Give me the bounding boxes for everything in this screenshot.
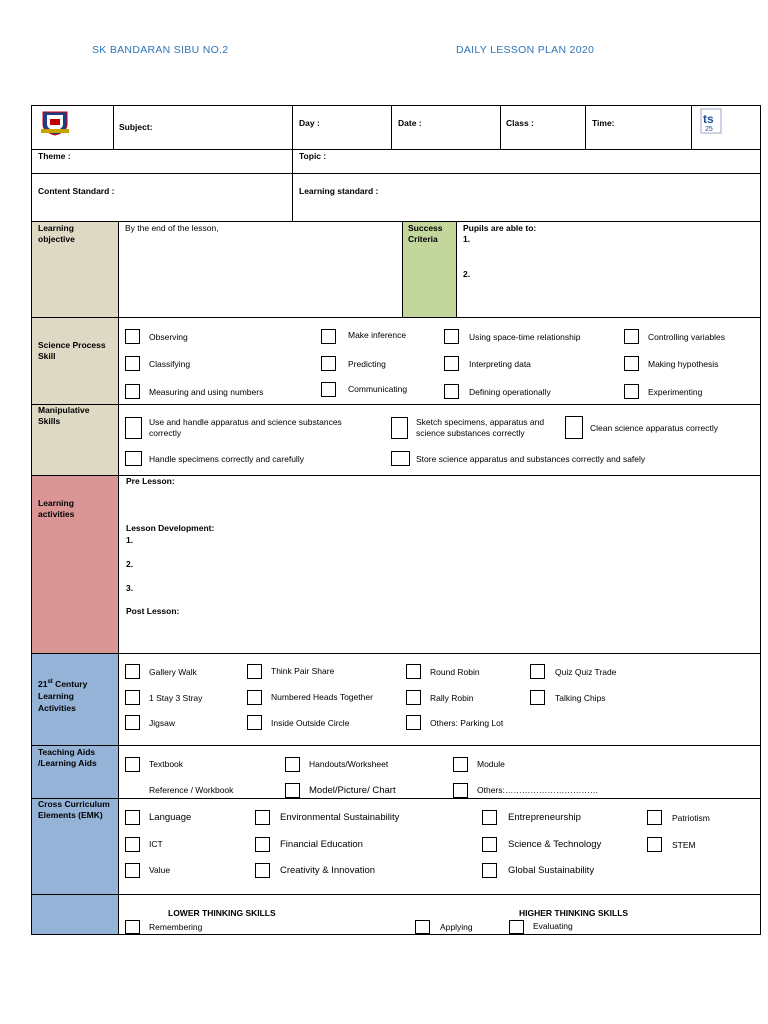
others-aids-label: Others:…………………………… [477, 785, 599, 795]
criteria-item-2: 2. [463, 269, 471, 279]
defining-operationally-label: Defining operationally [469, 387, 551, 397]
day-label: Day : [299, 118, 320, 128]
controlling-variables-checkbox[interactable] [624, 329, 639, 344]
language-label: Language [149, 812, 192, 823]
make-inference-label: Make inference [348, 330, 407, 340]
patriotism-checkbox[interactable] [647, 810, 662, 825]
stay-stray-checkbox[interactable] [125, 690, 140, 705]
century-21-label: 21st Century Learning Activities [38, 678, 88, 713]
remembering-checkbox[interactable] [125, 920, 140, 934]
quiz-quiz-trade-checkbox[interactable] [530, 664, 545, 679]
numbered-heads-checkbox[interactable] [247, 690, 262, 705]
sketch-checkbox[interactable] [391, 417, 408, 439]
clean-apparatus-label: Clean science apparatus correctly [590, 423, 719, 433]
gallery-walk-label: Gallery Walk [149, 667, 197, 677]
talking-chips-label: Talking Chips [555, 693, 606, 703]
communicating-label: Communicating [348, 384, 408, 394]
observing-checkbox[interactable] [125, 329, 140, 344]
svg-text:25: 25 [705, 126, 713, 133]
patriotism-label: Patriotism [672, 813, 710, 823]
sketch-label-2: science substances correctly [416, 428, 525, 438]
remembering-label: Remembering [149, 922, 203, 932]
applying-checkbox[interactable] [415, 920, 430, 934]
model-picture-checkbox[interactable] [285, 783, 300, 798]
textbook-label: Textbook [149, 759, 184, 769]
content-standard-label: Content Standard : [38, 186, 115, 196]
col-line [500, 105, 501, 149]
talking-chips-checkbox[interactable] [530, 690, 545, 705]
ts25-logo-icon [700, 108, 722, 134]
others-parking-checkbox[interactable] [406, 715, 421, 730]
science-technology-label: Science & Technology [508, 839, 602, 850]
manipulative-label: Manipulative Skills [38, 405, 90, 426]
learning-activities-label: Learning activities [38, 498, 75, 519]
topic-label: Topic : [299, 151, 327, 161]
predicting-checkbox[interactable] [321, 356, 336, 371]
space-time-label: Using space-time relationship [469, 332, 581, 342]
gallery-walk-checkbox[interactable] [125, 664, 140, 679]
learning-standard-label: Learning standard : [299, 186, 379, 196]
frame-bottom [31, 934, 761, 935]
value-label: Value [149, 865, 171, 875]
col-line [456, 221, 457, 317]
textbook-checkbox[interactable] [125, 757, 140, 772]
row-line [31, 317, 761, 318]
teaching-aids-label: Teaching Aids /Learning Aids [38, 747, 97, 768]
language-checkbox[interactable] [125, 810, 140, 825]
measuring-label: Measuring and using numbers [149, 387, 264, 397]
lesson-development-label: Lesson Development: [126, 523, 215, 533]
row-line [31, 894, 761, 895]
development-item-3: 3. [126, 583, 134, 593]
quiz-quiz-trade-label: Quiz Quiz Trade [555, 667, 617, 677]
handouts-checkbox[interactable] [285, 757, 300, 772]
col-line [113, 105, 114, 149]
clean-apparatus-checkbox[interactable] [565, 416, 583, 439]
jigsaw-label: Jigsaw [149, 718, 175, 728]
environmental-label: Environmental Sustainability [280, 812, 400, 823]
school-crest-icon [39, 110, 71, 136]
col-line [292, 105, 293, 221]
lower-thinking-heading: LOWER THINKING SKILLS [168, 908, 276, 918]
use-handle-label-1: Use and handle apparatus and science substances [149, 417, 342, 427]
objective-text: By the end of the lesson, [125, 223, 219, 233]
numbered-heads-label: Numbered Heads Together [271, 692, 373, 702]
learning-objective-label: Learning objective [38, 223, 75, 244]
subject-label: Subject: [119, 122, 153, 132]
post-lesson-label: Post Lesson: [126, 606, 180, 616]
value-checkbox[interactable] [125, 863, 140, 878]
col-line [391, 105, 392, 149]
making-hypothesis-label: Making hypothesis [648, 359, 719, 369]
reference-label: Reference / Workbook [149, 785, 234, 795]
interpreting-data-checkbox[interactable] [444, 356, 459, 371]
plan-title: DAILY LESSON PLAN 2020 [456, 44, 595, 56]
criteria-item-1: 1. [463, 234, 471, 244]
experimenting-checkbox[interactable] [624, 384, 639, 399]
col-line [402, 221, 403, 317]
creativity-checkbox[interactable] [255, 863, 270, 878]
space-time-checkbox[interactable] [444, 329, 459, 344]
creativity-label: Creativity & Innovation [280, 865, 376, 876]
think-pair-share-label: Think Pair Share [271, 666, 335, 676]
global-sustainability-checkbox[interactable] [482, 863, 497, 878]
development-item-1: 1. [126, 535, 134, 545]
use-handle-label-2: correctly [149, 428, 182, 438]
communicating-checkbox[interactable] [321, 382, 336, 397]
frame-top [31, 105, 761, 106]
rally-robin-label: Rally Robin [430, 693, 474, 703]
handouts-label: Handouts/Worksheet [309, 759, 389, 769]
stay-stray-label: 1 Stay 3 Stray [149, 693, 203, 703]
classifying-label: Classifying [149, 359, 191, 369]
environmental-checkbox[interactable] [255, 810, 270, 825]
ict-label: ICT [149, 839, 163, 849]
stem-label: STEM [672, 840, 696, 850]
jigsaw-checkbox[interactable] [125, 715, 140, 730]
row-line [31, 653, 761, 654]
use-handle-checkbox[interactable] [125, 417, 142, 439]
financial-education-label: Financial Education [280, 839, 363, 850]
interpreting-data-label: Interpreting data [469, 359, 531, 369]
making-hypothesis-checkbox[interactable] [624, 356, 639, 371]
time-label: Time: [592, 118, 615, 128]
row-line [31, 798, 761, 799]
ict-checkbox[interactable] [125, 837, 140, 852]
financial-education-checkbox[interactable] [255, 837, 270, 852]
stem-checkbox[interactable] [647, 837, 662, 852]
col-line [691, 105, 692, 149]
think-pair-share-checkbox[interactable] [247, 664, 262, 679]
predicting-label: Predicting [348, 359, 386, 369]
frame-right [760, 105, 761, 935]
handle-specimens-checkbox[interactable] [125, 451, 142, 466]
round-robin-checkbox[interactable] [406, 664, 421, 679]
module-label: Module [477, 759, 505, 769]
row-line [31, 221, 761, 222]
row-line [31, 745, 761, 746]
theme-label: Theme : [38, 151, 71, 161]
date-label: Date : [398, 118, 422, 128]
science-process-label: Science Process Skill [38, 340, 106, 361]
label-bg-thinking [32, 895, 118, 934]
observing-label: Observing [149, 332, 188, 342]
global-sustainability-label: Global Sustainability [508, 865, 595, 876]
col-line [585, 105, 586, 149]
pupils-able-text: Pupils are able to: [463, 223, 537, 233]
inside-outside-label: Inside Outside Circle [271, 718, 350, 728]
evaluating-checkbox[interactable] [509, 920, 524, 934]
measuring-checkbox[interactable] [125, 384, 140, 399]
defining-operationally-checkbox[interactable] [444, 384, 459, 399]
module-checkbox[interactable] [453, 757, 468, 772]
others-aids-checkbox[interactable] [453, 783, 468, 798]
school-name: SK BANDARAN SIBU NO.2 [92, 44, 229, 56]
controlling-variables-label: Controlling variables [648, 332, 726, 342]
science-technology-checkbox[interactable] [482, 837, 497, 852]
classifying-checkbox[interactable] [125, 356, 140, 371]
rally-robin-checkbox[interactable] [406, 690, 421, 705]
experimenting-label: Experimenting [648, 387, 703, 397]
handle-specimens-label: Handle specimens correctly and carefully [149, 454, 304, 464]
row-line [31, 149, 761, 150]
entrepreneurship-label: Entrepreneurship [508, 812, 581, 823]
svg-text:ts: ts [703, 112, 714, 126]
class-label: Class : [506, 118, 534, 128]
make-inference-checkbox[interactable] [321, 329, 336, 344]
store-apparatus-checkbox[interactable] [391, 451, 410, 466]
row-line [31, 173, 761, 174]
store-apparatus-label: Store science apparatus and substances correctly and safely [416, 454, 646, 464]
applying-label: Applying [440, 922, 473, 932]
model-picture-label: Model/Picture/ Chart [309, 785, 396, 796]
entrepreneurship-checkbox[interactable] [482, 810, 497, 825]
frame-left [31, 105, 32, 935]
development-item-2: 2. [126, 559, 134, 569]
inside-outside-checkbox[interactable] [247, 715, 262, 730]
success-criteria-label: Success Criteria [408, 223, 443, 244]
round-robin-label: Round Robin [430, 667, 480, 677]
emk-label: Cross Curriculum Elements (EMK) [38, 799, 110, 820]
col-line [118, 221, 119, 934]
sketch-label-1: Sketch specimens, apparatus and [416, 417, 545, 427]
others-parking-label: Others: Parking Lot [430, 718, 504, 728]
pre-lesson-label: Pre Lesson: [126, 476, 175, 486]
row-line [31, 404, 761, 405]
evaluating-label: Evaluating [533, 921, 573, 931]
higher-thinking-heading: HIGHER THINKING SKILLS [519, 908, 629, 918]
